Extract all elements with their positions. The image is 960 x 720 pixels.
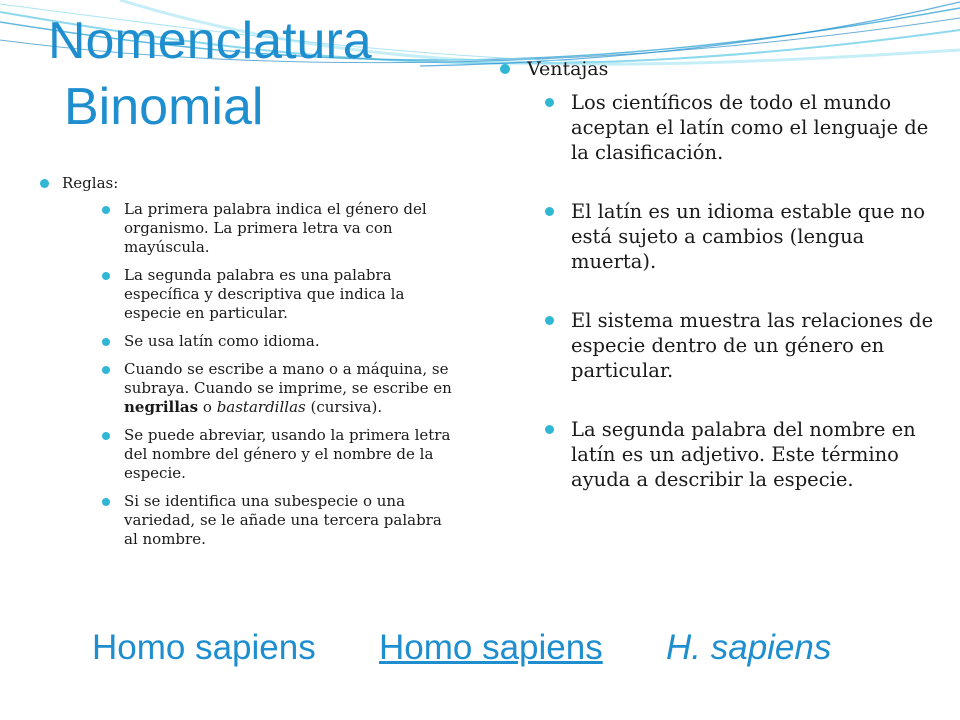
rules-sublist <box>62 200 460 549</box>
title-line-1: Nomenclatura <box>48 12 372 70</box>
rule-item <box>102 360 460 417</box>
title-line-2: Binomial <box>64 78 264 136</box>
rules-list <box>40 172 460 558</box>
rule-text: Cuando se escribe a mano o a máquina, se subraya. Cuando se imprime, se escribe en <box>124 360 452 397</box>
rule-bold-word: negrillas <box>124 398 199 416</box>
advantage-item: El sistema muestra las relaciones de especie dentro de un género en particular. <box>545 308 937 383</box>
example-plain: Homo sapiens <box>92 628 316 667</box>
rule-item: Se usa latín como idioma. <box>102 332 460 351</box>
rules-heading: Reglas: <box>62 174 119 192</box>
advantages-list <box>497 56 937 526</box>
rule-text: (cursiva). <box>305 398 383 416</box>
rule-item: Si se identifica una subespecie o una variedad, se le añade una tercera palabra al nombre. <box>102 492 460 549</box>
slide-title <box>48 8 372 140</box>
rule-item: La primera palabra indica el género del organismo. La primera letra va con mayúscula. <box>102 200 460 257</box>
advantages-sublist <box>527 90 937 492</box>
rule-italic-word: bastardillas <box>216 398 306 416</box>
example-abbreviated: H. sapiens <box>666 628 832 667</box>
advantages-heading: Ventajas <box>527 58 609 80</box>
advantage-item: La segunda palabra del nombre en latín es un adjetivo. Este término ayuda a describir la especie. <box>545 417 937 492</box>
advantages-heading-item <box>497 56 937 492</box>
advantage-item: Los científicos de todo el mundo aceptan el latín como el lenguaje de la clasificación. <box>545 90 937 165</box>
rule-text: o <box>198 398 217 416</box>
rule-item: La segunda palabra es una palabra específica y descriptiva que indica la especie en particular. <box>102 266 460 323</box>
rules-heading-item <box>40 172 460 549</box>
example-underlined: Homo sapiens <box>379 628 603 667</box>
advantage-item: El latín es un idioma estable que no está sujeto a cambios (lengua muerta). <box>545 199 937 274</box>
rule-item: Se puede abreviar, usando la primera letra del nombre del género y el nombre de la especie. <box>102 426 460 483</box>
